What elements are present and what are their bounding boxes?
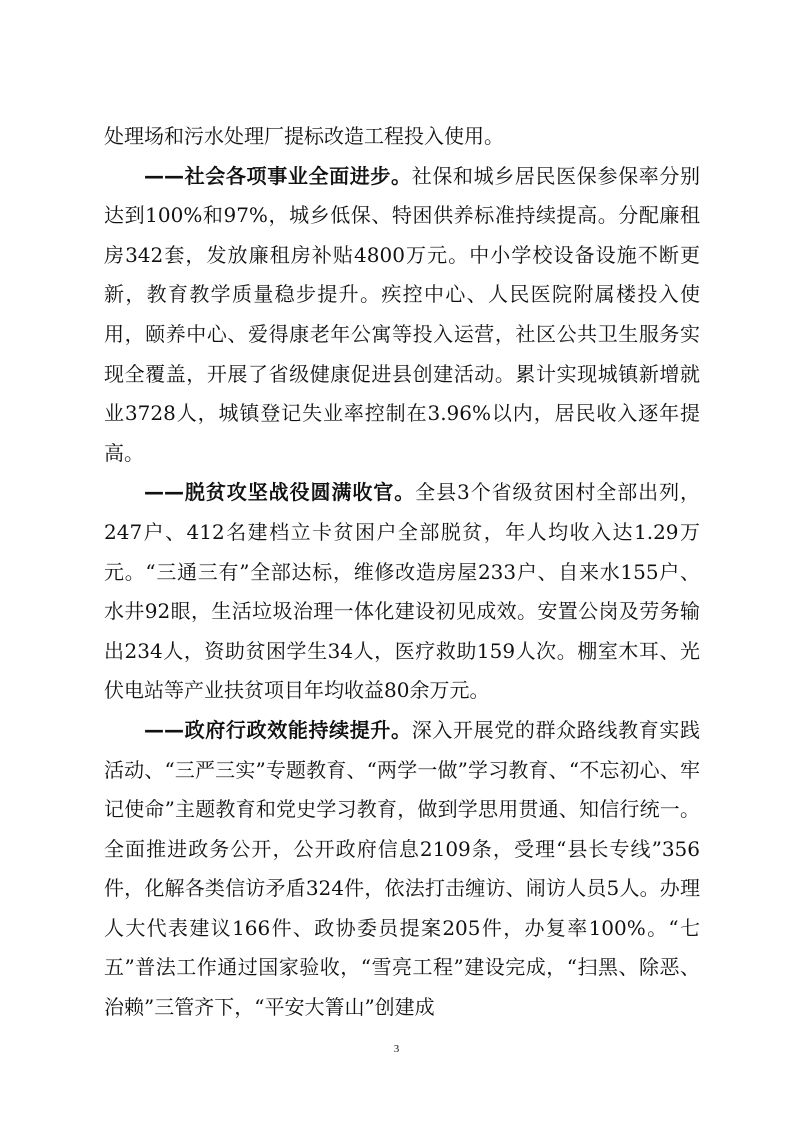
paragraph-text: 处理场和污水处理厂提标改造工程投入使用。 bbox=[104, 124, 504, 148]
paragraph-text: 社保和城乡居民医保参保率分别达到100%和97%，城乡低保、特困供养标准持续提高。分配廉租房342套，发放廉租房补贴4800万元。中小学校设备设施不断更新，教育教学质量稳步提升。疾控中心、人民医院附属楼投入使用，颐养中心、爱得康老年公寓等投入运营，社区公共卫生服务实现全覆盖，开展了省级健康促进县创建活动。累计实现城镇新增就业3728人，城镇登记失业率控制在3.96%以内，居民收入逐年提高。 bbox=[104, 163, 701, 465]
paragraph-heading: ——脱贫攻坚战役圆满收官。 bbox=[144, 480, 416, 505]
paragraph-social-progress bbox=[104, 157, 700, 474]
paragraph-government-efficiency bbox=[104, 711, 700, 1028]
paragraph-heading: ——政府行政效能持续提升。 bbox=[144, 717, 412, 742]
document-body bbox=[104, 117, 700, 1028]
paragraph-heading: ——社会各项事业全面进步。 bbox=[144, 163, 412, 188]
paragraph-continuation bbox=[104, 117, 700, 157]
paragraph-poverty-alleviation bbox=[104, 473, 700, 711]
paragraph-text: 全县3个省级贫困村全部出列，247户、412名建档立卡贫困户全部脱贫，年人均收入达1.29万元。“三通三有”全部达标，维修改造房屋233户、自来水155户、水井92眼，生活垃圾治理一体化建设初见成效。安置公岗及劳务输出234人，资助贫困学生34人，医疗救助159人次。棚室木耳、光伏电站等产业扶贫项目年均收益80余万元。 bbox=[104, 480, 700, 703]
page-number: 3 bbox=[393, 1043, 400, 1055]
paragraph-text: 深入开展党的群众路线教育实践活动、“三严三实”专题教育、“两学一做”学习教育、“不忘初心、牢记使命”主题教育和党史学习教育，做到学思用贯通、知信行统一。全面推进政务公开，公开政府信息2109条，受理“县长专线”356件，化解各类信访矛盾324件，依法打击缠访、闹访人员5人。办理人大代表建议166件、政协委员提案205件，办复率100%。“七五”普法工作通过国家验收，“雪亮工程”建设完成，“扫黑、除恶、治赖”三管齐下，“平安大箐山”创建成 bbox=[104, 717, 701, 1020]
